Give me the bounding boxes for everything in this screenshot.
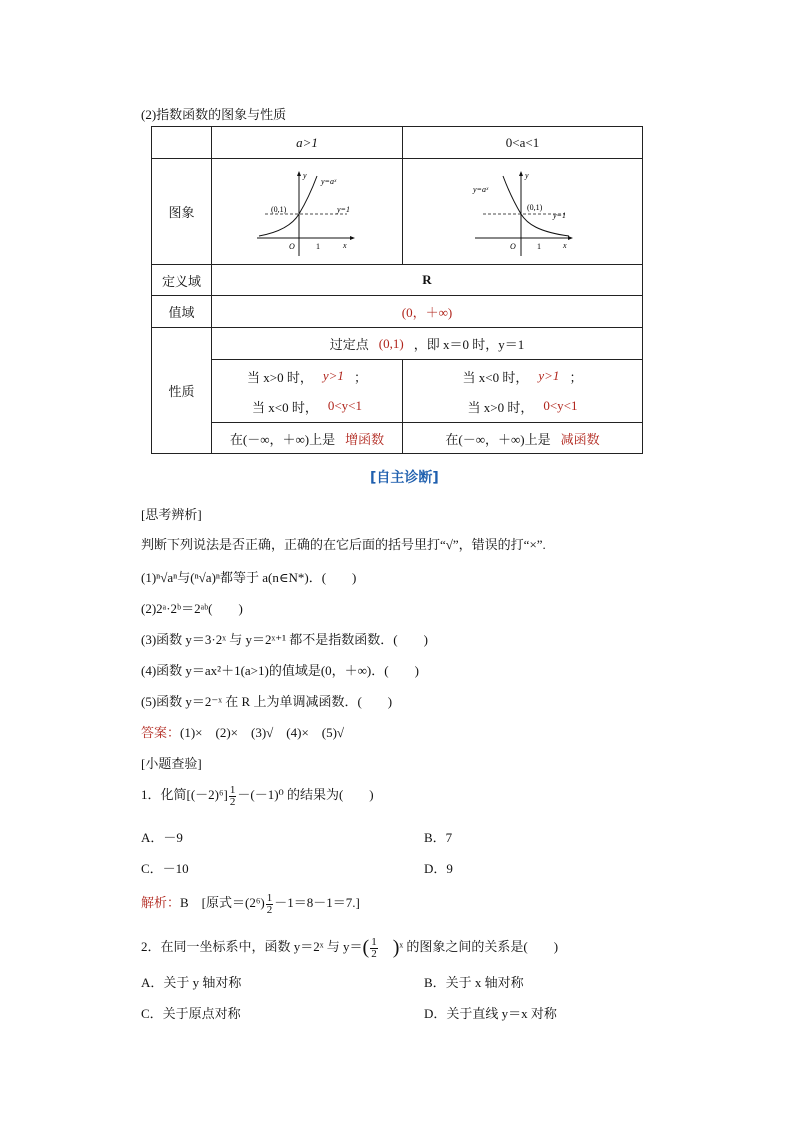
row-label-domain: 定义域: [161, 273, 201, 289]
q1-option-d: D．9: [424, 861, 453, 876]
solution-part-a: B [原式＝(2⁶): [180, 895, 265, 910]
statement-5: (5)函数 y＝2⁻ˣ 在 R 上为单调减函数．( ): [141, 694, 393, 709]
answer-line: [141, 722, 344, 741]
left-monotonicity: [212, 423, 402, 453]
frac-numerator: 1: [371, 935, 377, 948]
exponential-function-table: [151, 126, 643, 454]
decreasing-exponential-graph: [469, 166, 579, 260]
prop-text: 当 x>0 时，: [247, 369, 313, 385]
frac-numerator: 1: [229, 783, 236, 796]
statement-2: (2)2ᵃ·2ᵇ＝2ᵃᵇ( ): [141, 601, 243, 616]
q1-option-a: A．－9: [141, 830, 183, 845]
question-2-stem: 2．在同一坐标系中，函数 y＝2ˣ 与 y＝( $\frac{1}{2}$ )ˣ 的图象之间的关系是( ): [141, 935, 559, 960]
q1-option-b: B．7: [424, 830, 453, 845]
prop-tail: ；: [569, 369, 583, 385]
row-label-graph: 图象: [168, 205, 195, 220]
header-0-lt-a-lt-1: 0<a<1: [505, 134, 540, 150]
quiz-header: [小题查验]: [141, 756, 202, 771]
origin-label: O: [289, 242, 295, 251]
left-prop-2: [212, 392, 402, 420]
base-fraction: [370, 937, 378, 960]
curve-label: y=aˣ: [473, 185, 489, 194]
prop-text: 当 x<0 时，: [251, 399, 318, 415]
fixed-point-suffix: ，即 x＝0 时，y＝1: [413, 337, 525, 352]
frac-denominator: 2: [266, 903, 273, 916]
mono-text: 在(－∞，＋∞)上是: [229, 431, 336, 447]
q2-option-c: C．关于原点对称: [141, 1006, 241, 1021]
stem-part-b: －(－1)⁰ 的结果为( ): [237, 787, 374, 802]
line-label: y=1: [553, 211, 566, 220]
statement-4: (4)函数 y＝ax²＋1(a>1)的值域是(0，＋∞)．( ): [141, 663, 419, 678]
one-label: 1: [316, 242, 320, 251]
left-prop-1: [212, 362, 402, 390]
q2-option-a: A．关于 y 轴对称: [141, 975, 242, 990]
row-label-range: 值域: [168, 305, 195, 320]
stem-part-a: 1．化简[(－2)⁶]: [141, 787, 228, 802]
stem-part-b: ˣ 的图象之间的关系是( ): [399, 939, 559, 954]
prop-answer: 0<y<1: [327, 398, 362, 413]
increasing-exponential-graph: [251, 166, 361, 260]
solution-fraction: [266, 893, 274, 916]
fixed-point-row: [212, 328, 642, 359]
solution-label: 解析：: [141, 895, 181, 910]
prop-tail: ；: [353, 369, 367, 385]
domain-value: R: [422, 272, 432, 287]
right-monotonicity: [403, 423, 642, 453]
prop-text: 当 x<0 时，: [462, 369, 529, 385]
mono-answer: 增函数: [345, 431, 385, 447]
y-axis-label: y: [303, 171, 307, 180]
fixed-point-value: (0,1): [378, 335, 404, 351]
row-label-properties: 性质: [168, 384, 195, 399]
y-axis-label: y: [525, 171, 529, 180]
prop-answer: 0<y<1: [543, 398, 578, 413]
one-label: 1: [537, 242, 541, 251]
line-label: y=1: [337, 205, 350, 214]
think-header: [思考辨析]: [141, 507, 202, 522]
prop-answer: y>1: [322, 368, 344, 383]
frac-denominator: 2: [371, 947, 377, 960]
q2-option-d: D．关于直线 y＝x 对称: [424, 1006, 557, 1021]
header-a-gt-1: a>1: [296, 134, 318, 150]
stem-part-a: 2．在同一坐标系中，函数 y＝2ˣ 与 y＝: [141, 939, 363, 954]
mono-text: 在(－∞，＋∞)上是: [445, 431, 551, 447]
prop-text: 当 x>0 时，: [467, 399, 534, 415]
section-title: (2)指数函数的图象与性质: [141, 107, 287, 122]
mono-answer: 减函数: [560, 431, 600, 447]
frac-numerator: 1: [266, 891, 273, 904]
origin-label: O: [510, 242, 516, 251]
curve-label: y=aˣ: [321, 177, 337, 186]
fixed-point-prefix: 过定点: [329, 337, 369, 352]
answer-label: 答案：: [141, 725, 181, 740]
prop-answer: y>1: [538, 368, 560, 383]
q1-option-c: C．－10: [141, 861, 189, 876]
right-prop-1: [403, 362, 642, 390]
instruction: 判断下列说法是否正确，正确的在它后面的括号里打“√”，错误的打“×”.: [141, 537, 546, 552]
statement-1: (1)ⁿ√aⁿ与(ⁿ√a)ⁿ都等于 a(n∈N*)．( ): [141, 570, 357, 585]
question-1-stem: [141, 784, 374, 808]
solution-part-b: －1＝8－1＝7.]: [274, 895, 360, 910]
diagnosis-header: [自主诊断]: [370, 470, 439, 486]
point-label: (0,1): [271, 205, 287, 214]
q2-option-b: B．关于 x 轴对称: [424, 975, 524, 990]
point-label: (0,1): [527, 203, 543, 212]
range-value: (0，＋∞): [401, 305, 453, 320]
x-axis-label: x: [343, 241, 347, 250]
right-prop-2: [403, 392, 642, 420]
frac-denominator: 2: [229, 795, 236, 808]
q1-solution: [141, 892, 360, 916]
statement-3: (3)函数 y＝3·2ˣ 与 y＝2ˣ⁺¹ 都不是指数函数．( ): [141, 632, 428, 647]
x-axis-label: x: [563, 241, 567, 250]
exponent-fraction: [229, 785, 237, 808]
answer-text: (1)× (2)× (3)√ (4)× (5)√: [180, 725, 345, 740]
